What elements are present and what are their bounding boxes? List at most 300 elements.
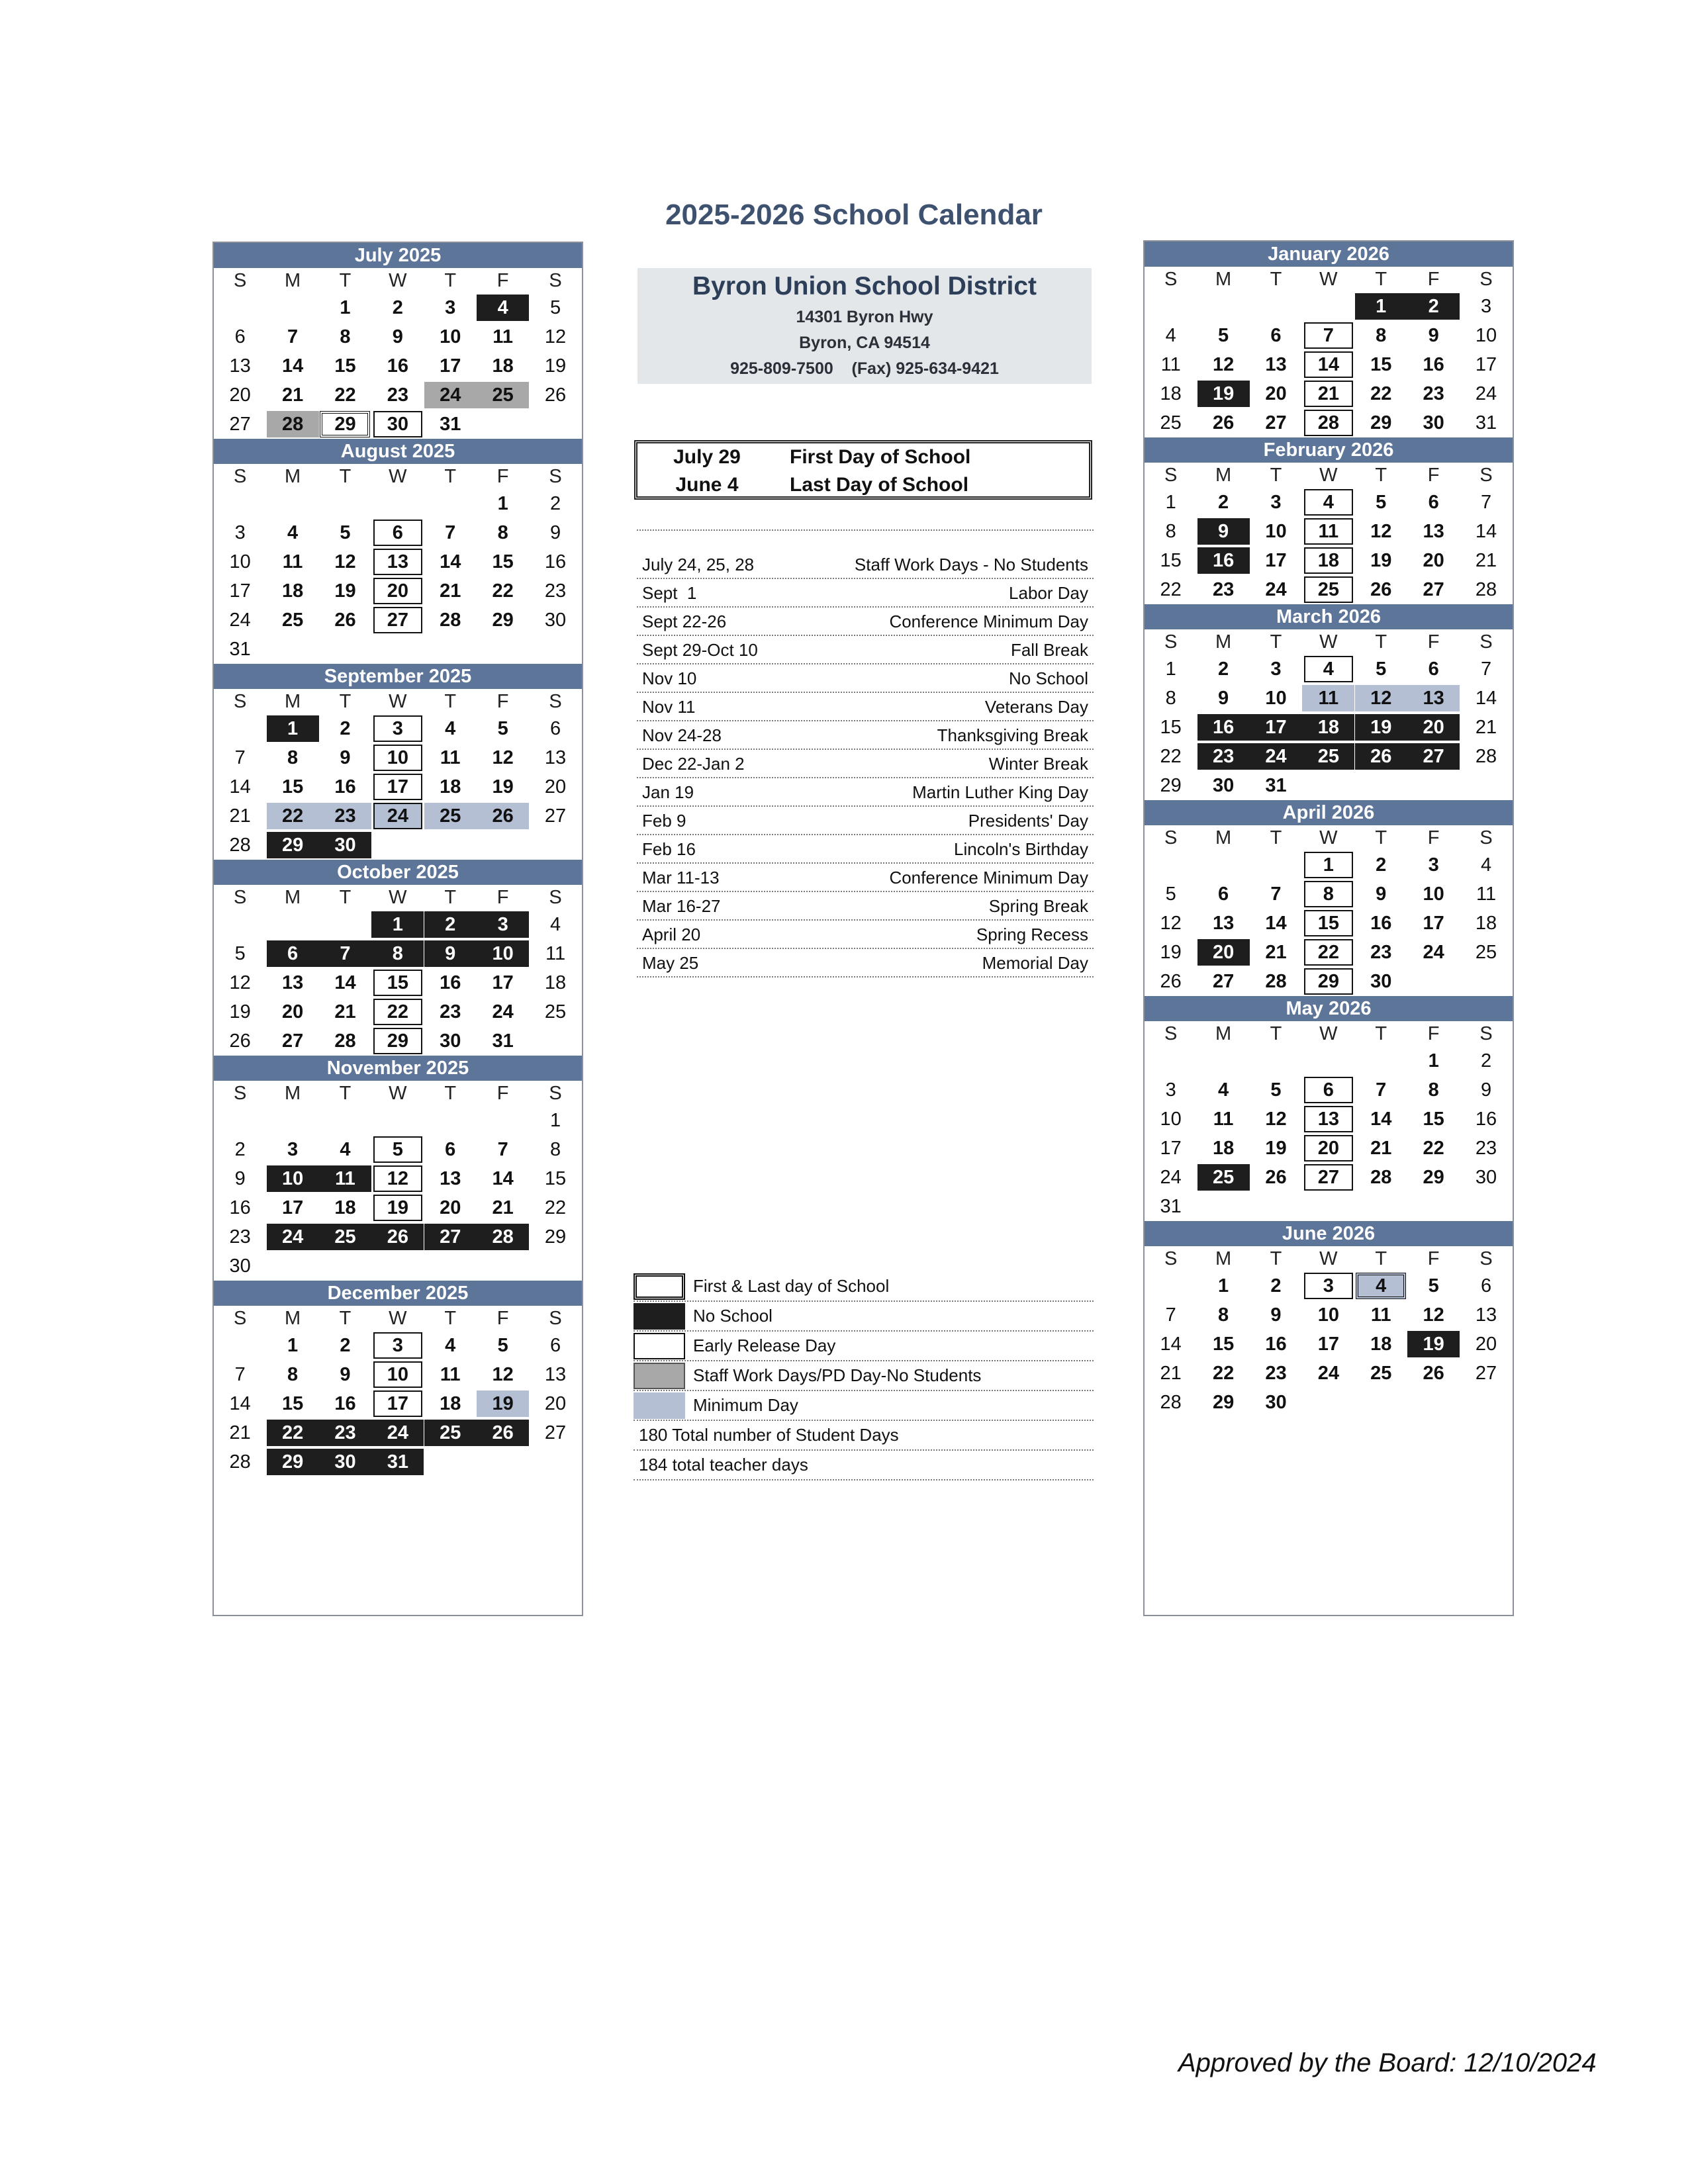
calendar-day	[1197, 575, 1249, 604]
day-number: 16	[1197, 547, 1250, 574]
calendar-day	[1145, 909, 1197, 938]
event-date: Feb 9	[642, 811, 686, 831]
event-date: April 20	[642, 925, 701, 944]
day-number: 3	[1480, 296, 1492, 317]
weekday-label: W	[389, 1308, 407, 1329]
day-number: 18	[1212, 1138, 1235, 1159]
calendar-day	[1407, 1105, 1460, 1134]
calendar-day	[1302, 938, 1354, 967]
day-number: 15	[334, 355, 356, 377]
day-number: 14	[281, 355, 304, 377]
calendar-day	[1197, 1300, 1249, 1330]
day-number: 6	[1304, 1077, 1353, 1103]
calendar-day	[266, 576, 318, 606]
day-number: 26	[1355, 743, 1407, 770]
day-number: 12	[1212, 354, 1235, 375]
calendar-day	[1250, 517, 1302, 546]
day-number: 14	[1160, 1334, 1182, 1355]
day-number: 18	[1475, 913, 1497, 934]
calendar-day	[1250, 379, 1302, 408]
month-calendar	[1145, 1221, 1513, 1417]
calendar-day	[319, 1026, 371, 1056]
empty-day	[424, 1447, 477, 1477]
empty-day	[1355, 771, 1407, 800]
calendar-day	[1197, 771, 1249, 800]
calendar-day	[529, 910, 581, 939]
day-number: 9	[1376, 884, 1387, 905]
event-row	[637, 892, 1094, 921]
month-grid	[1145, 1246, 1513, 1417]
day-number: 20	[1265, 383, 1287, 404]
calendar-day	[371, 714, 424, 743]
calendar-day	[319, 714, 371, 743]
weekday-label: F	[496, 691, 509, 712]
month-grid	[1145, 629, 1513, 800]
event-row	[637, 579, 1094, 608]
event-label: Winter Break	[988, 754, 1088, 774]
calendar-day	[477, 1389, 529, 1418]
calendar-day	[371, 322, 424, 351]
calendar-day	[1355, 379, 1407, 408]
empty-day	[1302, 1046, 1354, 1075]
day-number: 10	[373, 745, 422, 771]
calendar-day	[214, 1389, 266, 1418]
calendar-day	[477, 381, 529, 410]
calendar-day	[529, 714, 581, 743]
calendar-day	[1407, 1134, 1460, 1163]
calendar-day	[424, 1331, 477, 1360]
day-number: 18	[1160, 383, 1182, 404]
day-number: 22	[492, 580, 514, 602]
weekday-label: F	[496, 1308, 509, 1329]
calendar-day	[1302, 517, 1354, 546]
calendar-day	[319, 968, 371, 997]
calendar-day	[529, 1135, 581, 1164]
weekday-label: T	[1270, 1248, 1282, 1269]
calendar-day	[477, 1164, 529, 1193]
calendar-day	[529, 547, 581, 576]
calendar-day	[1302, 1359, 1354, 1388]
day-number: 10	[373, 1361, 422, 1388]
calendar-day	[1250, 1359, 1302, 1388]
calendar-day	[529, 1193, 581, 1222]
empty-day	[1145, 850, 1197, 880]
weekday-label: M	[285, 1308, 301, 1329]
day-number: 26	[1212, 412, 1235, 433]
calendar-day	[1250, 1388, 1302, 1417]
day-number: 31	[371, 1449, 424, 1475]
calendar-day	[371, 381, 424, 410]
day-number: 25	[424, 803, 477, 829]
calendar-day	[1407, 1046, 1460, 1075]
calendar-day	[1355, 575, 1407, 604]
day-number: 2	[340, 1335, 351, 1356]
calendar-day	[1460, 713, 1512, 742]
day-number: 12	[492, 1364, 514, 1385]
event-row	[637, 608, 1094, 636]
day-number: 2	[234, 1139, 246, 1160]
weekday-label: S	[1164, 631, 1178, 653]
calendar-day	[1250, 1330, 1302, 1359]
page-title: 2025-2026 School Calendar	[665, 199, 1043, 231]
calendar-day	[1460, 408, 1512, 437]
approval-note: Approved by the Board: 12/10/2024	[1178, 2048, 1597, 2077]
key-date-row	[637, 471, 1089, 499]
weekday-label: S	[1164, 1023, 1178, 1044]
calendar-day	[319, 381, 371, 410]
month-header: February 2026	[1145, 437, 1513, 463]
day-number: 3	[1270, 492, 1282, 513]
day-number: 14	[492, 1168, 514, 1189]
day-number: 24	[267, 1224, 319, 1250]
day-number: 23	[1423, 383, 1444, 404]
calendar-day	[319, 1447, 371, 1477]
weekday-label: S	[549, 1083, 562, 1104]
month-header: May 2026	[1145, 996, 1513, 1021]
event-row	[637, 921, 1094, 949]
weekday-label: S	[549, 887, 562, 908]
day-number: 2	[1218, 492, 1229, 513]
calendar-day	[1250, 1134, 1302, 1163]
empty-day	[371, 1106, 424, 1135]
day-number: 1	[267, 715, 319, 742]
calendar-day	[529, 1331, 581, 1360]
empty-day	[319, 1251, 371, 1281]
weekday-label: F	[1427, 1023, 1440, 1044]
day-number: 22	[1304, 939, 1353, 966]
day-number: 23	[1475, 1138, 1497, 1159]
calendar-day	[1460, 909, 1512, 938]
calendar-day	[1197, 1359, 1249, 1388]
calendar-day	[214, 997, 266, 1026]
day-number: 13	[229, 355, 251, 377]
district-address-city: Byron, CA 94514	[799, 334, 930, 352]
weekday-label: M	[285, 466, 301, 487]
day-number: 28	[1475, 579, 1497, 600]
calendar-day	[529, 772, 581, 801]
day-number: 18	[334, 1197, 356, 1218]
calendar-day	[424, 293, 477, 322]
calendar-day	[1145, 742, 1197, 771]
day-number: 10	[477, 940, 529, 967]
weekday-label: F	[496, 270, 509, 291]
day-number: 5	[497, 718, 508, 739]
day-number: 6	[549, 1335, 561, 1356]
day-number: 5	[1165, 884, 1176, 905]
calendar-day	[371, 997, 424, 1026]
calendar-day	[214, 1193, 266, 1222]
day-number: 4	[445, 718, 456, 739]
empty-day	[1302, 292, 1354, 321]
weekday-label: F	[1427, 269, 1440, 290]
calendar-day	[477, 910, 529, 939]
day-number: 17	[1317, 1334, 1339, 1355]
empty-day	[424, 489, 477, 518]
calendar-day	[1302, 575, 1354, 604]
day-number: 22	[267, 1420, 319, 1446]
weekday-label: S	[549, 691, 562, 712]
calendar-day	[319, 1222, 371, 1251]
calendar-day	[529, 968, 581, 997]
calendar-day	[1250, 684, 1302, 713]
day-number: 5	[373, 1136, 422, 1163]
calendar-day	[371, 968, 424, 997]
weekday-label: S	[1479, 1248, 1493, 1269]
weekday-label: T	[1270, 631, 1282, 653]
day-number: 20	[440, 1197, 461, 1218]
calendar-day	[1145, 1300, 1197, 1330]
event-row	[637, 664, 1094, 693]
day-number: 20	[1407, 714, 1460, 741]
empty-day	[1407, 771, 1460, 800]
day-number: 8	[1428, 1079, 1439, 1101]
day-number: 13	[1475, 1304, 1497, 1326]
day-number: 26	[477, 803, 529, 829]
day-number: 14	[1370, 1109, 1392, 1130]
calendar-day	[477, 968, 529, 997]
calendar-day	[1302, 1134, 1354, 1163]
calendar-day	[1407, 938, 1460, 967]
day-number: 24	[1423, 942, 1444, 963]
calendar-day	[1355, 655, 1407, 684]
legend-swatch-early-release	[633, 1333, 685, 1359]
legend-swatch-minimum	[633, 1392, 685, 1419]
event-row	[637, 551, 1094, 579]
month-calendar	[214, 860, 582, 1056]
calendar-day	[1145, 1359, 1197, 1388]
event-label: Memorial Day	[982, 953, 1088, 973]
day-number: 11	[1476, 884, 1497, 905]
day-number: 27	[1475, 1363, 1497, 1384]
calendar-day	[1197, 546, 1249, 575]
calendar-day	[319, 1360, 371, 1389]
weekday-label: T	[444, 270, 457, 291]
calendar-day	[477, 743, 529, 772]
calendar-day	[529, 518, 581, 547]
event-label: Thanksgiving Break	[937, 725, 1088, 745]
day-number: 4	[549, 914, 561, 935]
weekday-label: T	[444, 466, 457, 487]
weekday-label: F	[496, 1083, 509, 1104]
day-number: 21	[1160, 1363, 1182, 1384]
calendar-day	[266, 381, 318, 410]
calendar-day	[1302, 850, 1354, 880]
day-number: 13	[440, 1168, 461, 1189]
day-number: 23	[1197, 743, 1250, 770]
calendar-day	[1407, 850, 1460, 880]
month-header: August 2025	[214, 439, 582, 464]
calendar-day	[1145, 771, 1197, 800]
weekday-label: T	[1375, 269, 1387, 290]
empty-day	[1250, 850, 1302, 880]
calendar-day	[1197, 321, 1249, 350]
weekday-label: M	[285, 1083, 301, 1104]
day-number: 10	[1423, 884, 1444, 905]
day-number: 29	[1370, 412, 1392, 433]
day-number: 29	[373, 1028, 422, 1054]
day-number: 30	[1370, 971, 1392, 992]
empty-day	[424, 635, 477, 664]
calendar-day	[529, 939, 581, 968]
day-number: 9	[1197, 518, 1250, 545]
day-number: 28	[477, 1224, 529, 1250]
day-number: 31	[1265, 775, 1287, 796]
day-number: 3	[477, 911, 529, 938]
day-number: 8	[1165, 521, 1176, 542]
day-number: 17	[373, 1390, 422, 1417]
key-date: June 4	[675, 474, 739, 496]
day-number: 26	[1160, 971, 1182, 992]
empty-day	[424, 1106, 477, 1135]
calendar-day	[1250, 408, 1302, 437]
calendar-day	[1250, 488, 1302, 517]
weekday-label: S	[234, 1308, 247, 1329]
weekday-label: S	[1479, 1023, 1493, 1044]
day-number: 25	[424, 1420, 477, 1446]
calendar-day	[1460, 575, 1512, 604]
day-number: 29	[267, 1449, 319, 1475]
month-header: October 2025	[214, 860, 582, 885]
calendar-day	[266, 1135, 318, 1164]
calendar-day	[1355, 742, 1407, 771]
calendar-day	[266, 1331, 318, 1360]
calendar-day	[529, 293, 581, 322]
calendar-day	[1460, 1271, 1512, 1300]
calendar-day	[1407, 742, 1460, 771]
event-date: Sept 29-Oct 10	[642, 640, 758, 660]
calendar-day	[371, 606, 424, 635]
day-number: 29	[544, 1226, 567, 1248]
day-number: 26	[1265, 1167, 1287, 1188]
calendar-day	[1197, 488, 1249, 517]
calendar-day	[1407, 321, 1460, 350]
day-number: 5	[340, 522, 351, 543]
calendar-day	[371, 772, 424, 801]
calendar-day	[1302, 713, 1354, 742]
event-label: Spring Recess	[976, 925, 1088, 944]
day-number: 17	[440, 355, 461, 377]
calendar-day	[266, 743, 318, 772]
total-days: 184 total teacher days	[633, 1451, 1094, 1480]
calendar-day	[371, 518, 424, 547]
weekday-label: S	[234, 887, 247, 908]
day-number: 15	[281, 1393, 304, 1414]
day-number: 22	[334, 385, 356, 406]
event-date: Nov 10	[642, 668, 697, 688]
calendar-day	[1407, 546, 1460, 575]
calendar-day	[1145, 713, 1197, 742]
empty-day	[214, 1106, 266, 1135]
calendar-day	[424, 547, 477, 576]
calendar-day	[1197, 1105, 1249, 1134]
day-number: 30	[1475, 1167, 1497, 1188]
calendar-day	[529, 576, 581, 606]
empty-day	[1460, 771, 1512, 800]
day-number: 17	[281, 1197, 304, 1218]
event-row	[637, 835, 1094, 864]
day-number: 3	[234, 522, 246, 543]
weekday-label: S	[549, 1308, 562, 1329]
calendar-day	[371, 576, 424, 606]
day-number: 6	[234, 326, 246, 347]
day-number: 30	[1423, 412, 1444, 433]
day-number: 8	[497, 522, 508, 543]
day-number: 8	[287, 1364, 299, 1385]
empty-day	[319, 910, 371, 939]
day-number: 3	[1270, 659, 1282, 680]
calendar-day	[214, 968, 266, 997]
weekday-label: F	[1427, 1248, 1440, 1269]
day-number: 28	[267, 411, 319, 437]
key-date-row	[637, 443, 1089, 471]
day-number: 19	[1197, 381, 1250, 407]
calendar-day	[1197, 684, 1249, 713]
weekday-label: S	[1479, 465, 1493, 486]
calendar-day	[477, 801, 529, 831]
calendar-day	[1460, 379, 1512, 408]
day-number: 22	[1212, 1363, 1235, 1384]
weekday-label: M	[1215, 465, 1232, 486]
day-number: 17	[1423, 913, 1444, 934]
day-number: 26	[544, 385, 567, 406]
calendar-day	[214, 606, 266, 635]
day-number: 31	[1475, 412, 1497, 433]
weekday-label: S	[1479, 631, 1493, 653]
day-number: 22	[373, 999, 422, 1025]
day-number: 8	[340, 326, 351, 347]
calendar-day	[319, 576, 371, 606]
event-label: Conference Minimum Day	[889, 868, 1088, 887]
month-calendar	[1145, 800, 1513, 996]
empty-day	[266, 1106, 318, 1135]
day-number: 20	[281, 1001, 304, 1023]
day-number: 3	[1304, 1273, 1353, 1299]
calendar-day	[371, 1164, 424, 1193]
day-number: 18	[440, 1393, 461, 1414]
day-number: 9	[1270, 1304, 1282, 1326]
weekday-label: W	[1319, 465, 1338, 486]
divider	[637, 529, 1094, 531]
day-number: 29	[1423, 1167, 1444, 1188]
calendar-day	[214, 322, 266, 351]
empty-day	[1197, 1192, 1249, 1221]
month-grid	[1145, 1021, 1513, 1221]
month-grid	[214, 1306, 582, 1477]
legend-item	[633, 1361, 1094, 1391]
month-header: November 2025	[214, 1056, 582, 1081]
day-number: 12	[492, 747, 514, 768]
day-number: 11	[1304, 518, 1353, 545]
day-number: 24	[1475, 383, 1497, 404]
day-number: 3	[1165, 1079, 1176, 1101]
day-number: 17	[1250, 714, 1302, 741]
day-number: 18	[544, 972, 567, 993]
weekday-label: T	[444, 1083, 457, 1104]
month-grid	[214, 1081, 582, 1281]
calendar-day	[1145, 575, 1197, 604]
calendar-day	[214, 1135, 266, 1164]
calendar-day	[319, 743, 371, 772]
calendar-day	[1197, 1330, 1249, 1359]
calendar-day	[1197, 517, 1249, 546]
calendar-day	[477, 1026, 529, 1056]
calendar-day	[1460, 742, 1512, 771]
day-number: 30	[1265, 1392, 1287, 1413]
calendar-day	[1302, 684, 1354, 713]
empty-day	[266, 293, 318, 322]
empty-day	[1355, 1192, 1407, 1221]
legend-swatch-staff-work	[633, 1363, 685, 1389]
